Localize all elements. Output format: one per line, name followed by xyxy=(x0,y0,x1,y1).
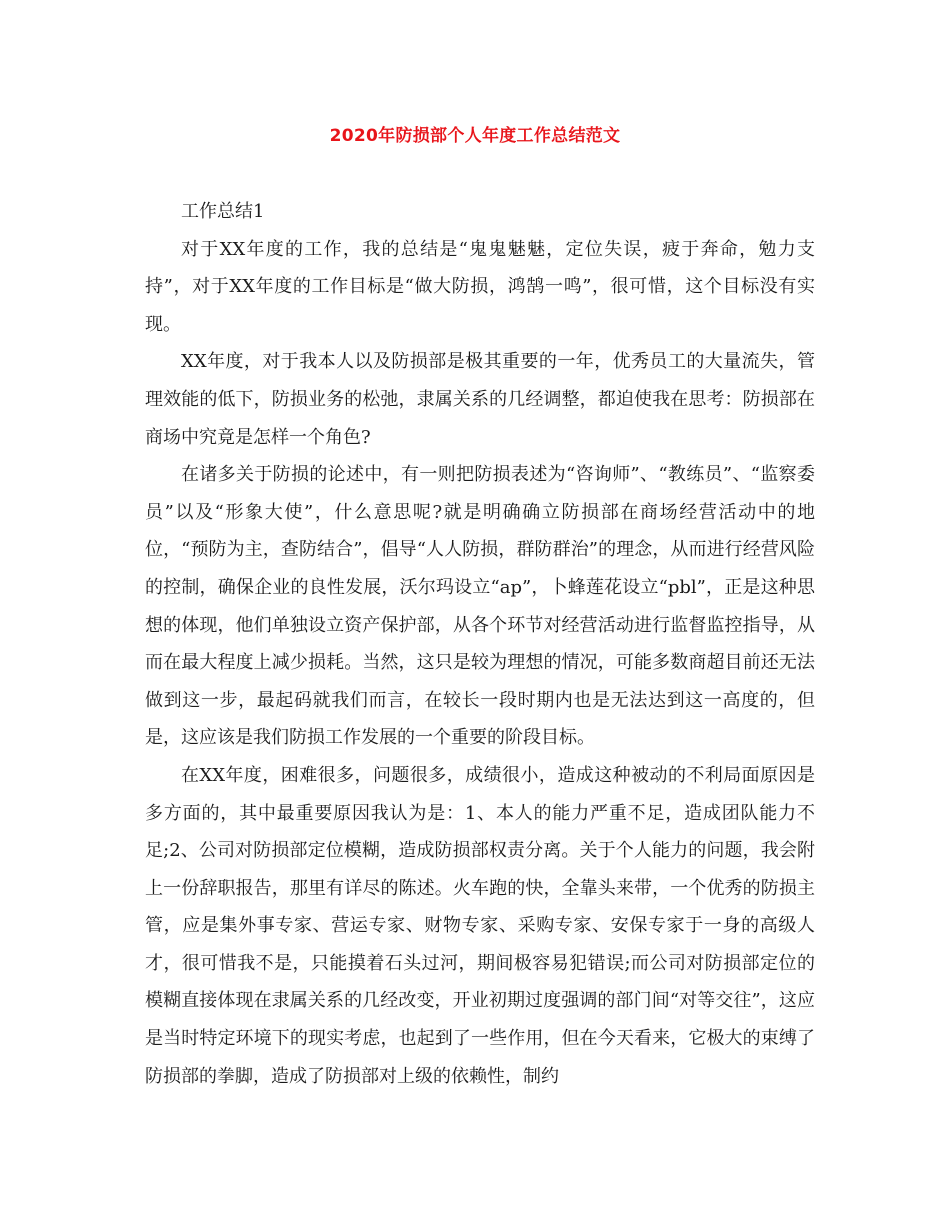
paragraph: 在XX年度，困难很多，问题很多，成绩很小，造成这种被动的不利局面原因是多方面的，其中最重要原因我认为是：1、本人的能力严重不足，造成团队能力不足;2、公司对防损部定位模糊，造成防损部权责分离。关于个人能力的问题，我会附上一份辞职报告，那里有详尽的陈述。火车跑的快，全靠头来带，一个优秀的防损主管，应是集外事专家、营运专家、财物专家、采购专家、安保专家于一身的高级人才，很可惜我不是，只能摸着石头过河，期间极容易犯错误;而公司对防损部定位的模糊直接体现在隶属关系的几经改变，开业初期过度强调的部门间“对等交往”，这应是当时特定环境下的现实考虑，也起到了一些作用，但在今天看来，它极大的束缚了防损部的拳脚，造成了防损部对上级的依赖性，制约 xyxy=(145,764,815,1087)
paragraph: 在诸多关于防损的论述中，有一则把防损表述为“咨询师”、“教练员”、“监察委员”以及“形象大使”，什么意思呢?就是明确确立防损部在商场经营活动中的地位，“预防为主，查防结合”，倡导“人人防损，群防群治”的理念，从而进行经营风险的控制，确保企业的良性发展，沃尔玛设立“ap”，卜蜂莲花设立“pbl”，正是这种思想的体现，他们单独设立资产保护部，从各个环节对经营活动进行监督监控指导，从而在最大程度上减少损耗。当然，这只是较为理想的情况，可能多数商超目前还无法做到这一步，最起码就我们而言，在较长一段时期内也是无法达到这一高度的，但是，这应该是我们防损工作发展的一个重要的阶段目标。 xyxy=(145,464,815,749)
document-title: 2020年防损部个人年度工作总结范文 xyxy=(329,126,621,146)
document-body xyxy=(145,193,815,1095)
paragraph: 对于XX年度的工作，我的总结是“鬼鬼魅魅，定位失误，疲于奔命，勉力支持”，对于XX年度的工作目标是“做大防损，鸿鹄一鸣”，很可惜，这个目标没有实现。 xyxy=(145,238,815,335)
paragraph: XX年度，对于我本人以及防损部是极其重要的一年，优秀员工的大量流失，管理效能的低下，防损业务的松弛，隶属关系的几经调整，都迫使我在思考：防损部在商场中究竟是怎样一个角色? xyxy=(145,351,815,448)
section-heading: 工作总结1 xyxy=(181,201,265,222)
